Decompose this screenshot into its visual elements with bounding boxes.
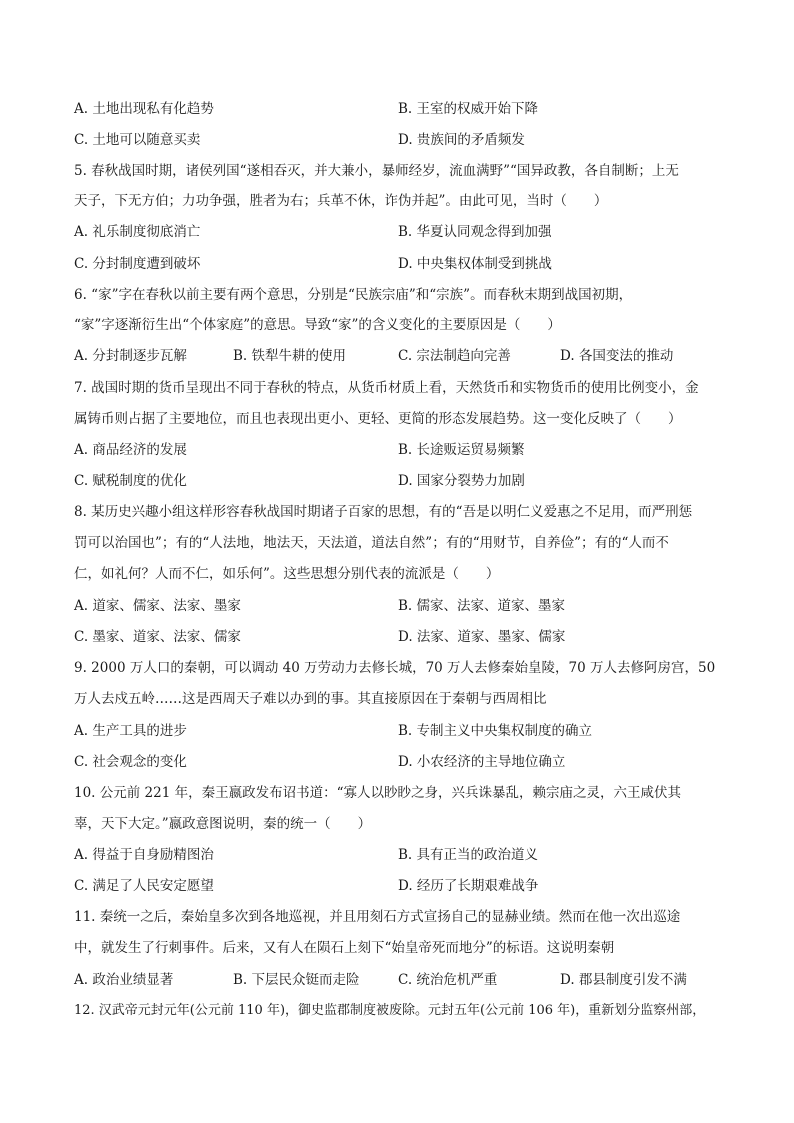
- q9-option-a: A. 生产工具的进步: [74, 723, 187, 739]
- q9-stem-line-2: 万人去戍五岭……这是西周天子难以办到的事。其直接原因在于秦朝与西周相比: [74, 691, 547, 707]
- q6-option-c: C. 宗法制趋向完善: [398, 348, 511, 364]
- q8-option-b: B. 儒家、法家、道家、墨家: [398, 598, 566, 614]
- q5-option-b: B. 华夏认同观念得到加强: [398, 224, 552, 240]
- q8-option-c: C. 墨家、道家、法家、儒家: [74, 629, 241, 645]
- q8-stem-line-2: 罚可以治国也”；有的“人法地，地法天，天法道，道法自然”；有的“用财节，自养俭”；有的“人而不: [74, 535, 669, 551]
- q8-stem-line-3: 仁，如礼何？人而不仁，如乐何”。这些思想分别代表的流派是（ ）: [74, 566, 500, 582]
- q9-stem-line-1: 9. 2000 万人口的秦朝，可以调动 40 万劳动力去修长城，70 万人去修秦始皇陵，70 万人去修阿房宫，50: [74, 660, 716, 676]
- q4-option-c: C. 土地可以随意买卖: [74, 132, 201, 148]
- q10-option-d: D. 经历了长期艰难战争: [398, 878, 539, 894]
- q12-stem-line-1: 12. 汉武帝元封元年(公元前 110 年)，御史监郡制度被废除。元封五年(公元前 106 年)，重新划分监察州部，: [74, 1003, 706, 1018]
- q10-option-b: B. 具有正当的政治道义: [398, 847, 539, 863]
- q9-option-d: D. 小农经济的主导地位确立: [398, 754, 566, 770]
- q11-stem-line-2: 中，就发生了行刺事件。后来，又有人在陨石上刻下“始皇帝死而地分”的标语。这说明秦朝: [74, 940, 615, 956]
- q6-option-b: B. 铁犁牛耕的使用: [233, 348, 347, 364]
- q6-option-d: D. 各国变法的推动: [560, 348, 674, 364]
- q10-stem-line-2: 辜，天下大定。”嬴政意图说明，秦的统一（ ）: [74, 816, 372, 832]
- q11-option-c: C. 统治危机严重: [398, 972, 498, 988]
- q4-option-a: A. 土地出现私有化趋势: [74, 101, 214, 117]
- q7-option-d: D. 国家分裂势力加剧: [398, 473, 525, 489]
- q7-stem-line-2: 属铸币则占据了主要地位，而且也表现出更小、更轻、更简的形态发展趋势。这一变化反映了（ ）: [74, 411, 682, 427]
- q5-option-c: C. 分封制度遭到破坏: [74, 256, 201, 272]
- q5-stem-line-1: 5. 春秋战国时期，诸侯列国“遂相吞灭，并大兼小，暴师经岁，流血满野”“国异政教，各自制断；上无: [74, 163, 679, 179]
- q6-option-a: A. 分封制逐步瓦解: [74, 348, 187, 364]
- q5-option-a: A. 礼乐制度彻底消亡: [74, 224, 201, 240]
- q7-option-c: C. 赋税制度的优化: [74, 473, 187, 489]
- q7-option-b: B. 长途贩运贸易频繁: [398, 442, 525, 458]
- q10-option-a: A. 得益于自身励精图治: [74, 847, 214, 863]
- q6-stem-line-2: “家”字逐渐衍生出“个体家庭”的意思。导致“家”的含义变化的主要原因是（ ）: [74, 317, 561, 333]
- q5-stem-line-2: 天子，下无方伯；力功争强，胜者为右；兵革不休，诈伪并起”。由此可见，当时（ ）: [74, 193, 608, 209]
- q11-option-a: A. 政治业绩显著: [74, 972, 174, 988]
- q4-option-d: D. 贵族间的矛盾频发: [398, 132, 525, 148]
- q7-option-a: A. 商品经济的发展: [74, 442, 187, 458]
- q8-option-d: D. 法家、道家、墨家、儒家: [398, 629, 566, 645]
- q9-option-c: C. 社会观念的变化: [74, 754, 187, 770]
- q11-option-b: B. 下层民众铤而走险: [233, 972, 360, 988]
- q4-option-b: B. 王室的权威开始下降: [398, 101, 539, 117]
- q7-stem-line-1: 7. 战国时期的货币呈现出不同于春秋的特点，从货币材质上看，天然货币和实物货币的使用比例变小，金: [74, 380, 699, 396]
- q11-stem-line-1: 11. 秦统一之后，秦始皇多次到各地巡视，并且用刻石方式宣扬自己的显赫业绩。然而在他一次出巡途: [74, 909, 681, 925]
- q10-option-c: C. 满足了人民安定愿望: [74, 878, 214, 894]
- q8-stem-line-1: 8. 某历史兴趣小组这样形容春秋战国时期诸子百家的思想，有的“吾是以明仁义爱惠之不足用，而严刑惩: [74, 504, 693, 520]
- q11-option-d: D. 郡县制度引发不满: [560, 972, 687, 988]
- q5-option-d: D. 中央集权体制受到挑战: [398, 256, 552, 272]
- q9-option-b: B. 专制主义中央集权制度的确立: [398, 723, 593, 739]
- q10-stem-line-1: 10. 公元前 221 年，秦王嬴政发布诏书道：“寡人以眇眇之身，兴兵诛暴乱，赖宗庙之灵，六王咸伏其: [74, 785, 682, 801]
- q8-option-a: A. 道家、儒家、法家、墨家: [74, 598, 241, 614]
- q6-stem-line-1: 6. “家”字在春秋以前主要有两个意思，分别是“民族宗庙”和“宗族”。而春秋末期到战国初期，: [74, 287, 633, 303]
